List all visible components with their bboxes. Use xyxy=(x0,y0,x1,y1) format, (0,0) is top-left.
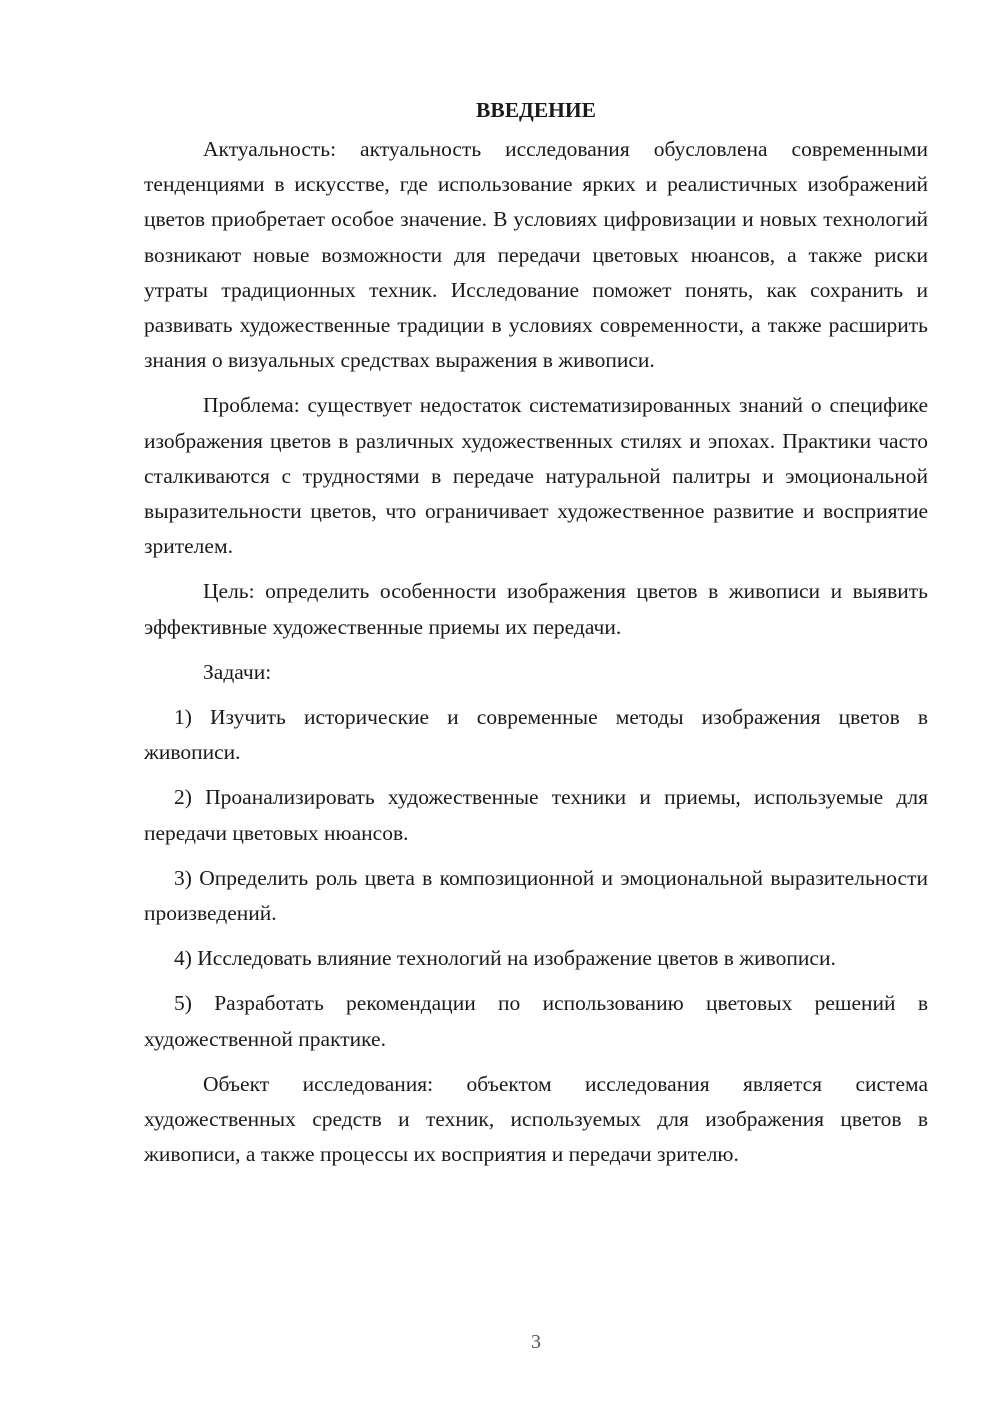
page-number: 3 xyxy=(531,1331,541,1353)
task-item: 2) Проанализировать художественные техники и приемы, используемые для передачи цветовых нюансов. xyxy=(144,785,928,845)
task-item: 5) Разработать рекомендации по использованию цветовых решений в художественной практике. xyxy=(144,991,928,1051)
paragraph-relevance: Актуальность: актуальность исследования обусловлена современными тенденциями в искусстве, где использование ярких и реалистичных изображений цветов приобретает особое значение. В условиях цифровизации и новых технологий возникают новые возможности для передачи цветовых нюансов, а также риски утраты традиционных техник. Исследование поможет понять, как сохранить и развивать художественные традиции в условиях современности, а также расширить знания о визуальных средствах выражения в живописи. xyxy=(144,137,928,373)
task-item: 1) Изучить исторические и современные методы изображения цветов в живописи. xyxy=(144,705,928,765)
paragraph-object: Объект исследования: объектом исследования является система художественных средств и техник, используемых для изображения цветов в живописи, а также процессы их восприятия и передачи зрителю. xyxy=(144,1071,928,1167)
page-title: ВВЕДЕНИЕ xyxy=(476,98,596,122)
tasks-heading: Задачи: xyxy=(203,659,272,684)
paragraph-goal: Цель: определить особенности изображения цветов в живописи и выявить эффективные художественные приемы их передачи. xyxy=(144,579,928,639)
document-page xyxy=(144,92,928,1182)
task-item: 3) Определить роль цвета в композиционной и эмоциональной выразительности произведений. xyxy=(144,865,928,926)
paragraph-problem: Проблема: существует недостаток систематизированных знаний о специфике изображения цветов в различных художественных стилях и эпохах. Практики часто сталкиваются с трудностями в передаче натуральной палитры и эмоциональной выразительности цветов, что ограничивает художественное развитие и восприятие зрителем. xyxy=(144,393,928,559)
task-item: 4) Исследовать влияние технологий на изображение цветов в живописи. xyxy=(174,946,836,971)
